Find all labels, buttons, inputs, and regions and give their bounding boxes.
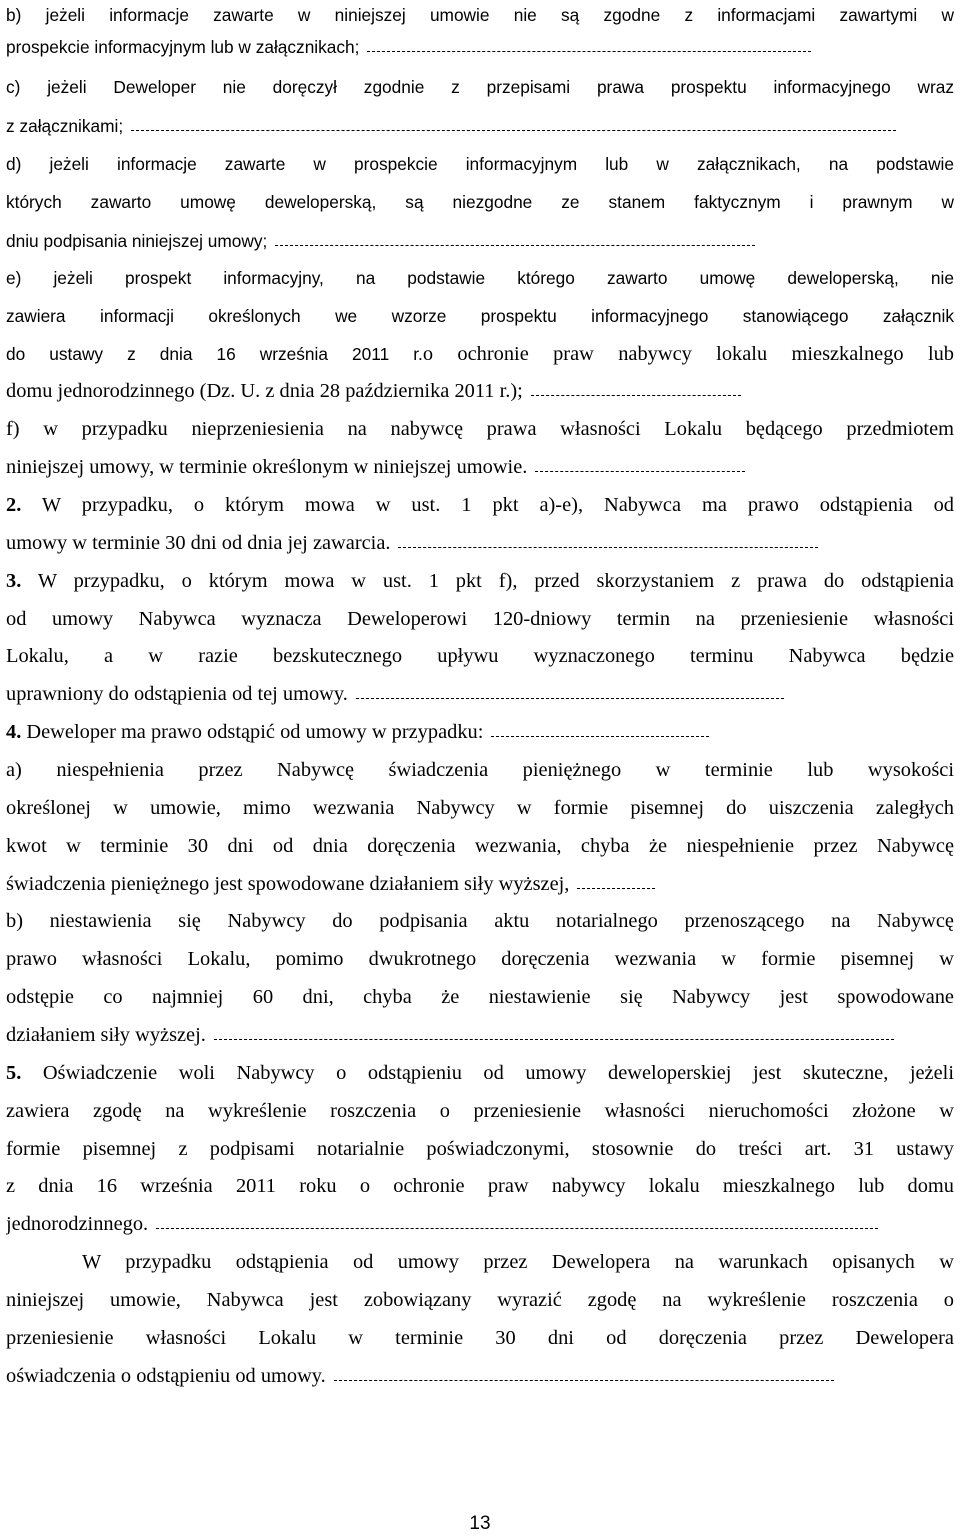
- fill-dash: [356, 698, 784, 699]
- text-line: niniejszej umowy, w terminie określonym w niniejszej umowie.: [6, 452, 954, 482]
- text-line: odstępie co najmniej 60 dni, chyba że niestawienie się Nabywcy jest spowodowane: [6, 986, 954, 1008]
- text-line: świadczenia pieniężnego jest spowodowane działaniem siły wyższej,: [6, 869, 954, 899]
- text-line: oświadczenia o odstąpieniu od umowy.: [6, 1361, 954, 1391]
- fill-dash: [535, 471, 745, 472]
- text-line: których zawarto umowę deweloperską, są niezgodne ze stanem faktycznym i prawnym w: [6, 192, 954, 212]
- text-line: 5. Oświadczenie woli Nabywcy o odstąpieniu od umowy deweloperskiej jest skuteczne, jeżeli: [6, 1062, 954, 1084]
- fill-dash: [491, 736, 709, 737]
- text-line: prospekcie informacyjnym lub w załącznikach;: [6, 32, 954, 62]
- text-line: 4. Deweloper ma prawo odstąpić od umowy w przypadku:: [6, 717, 954, 747]
- section-number: 3.: [6, 570, 22, 592]
- text-line: Lokalu, a w razie bezskutecznego upływu wyznaczonego terminu Nabywca będzie: [6, 645, 954, 667]
- fill-dash: [577, 888, 655, 889]
- text-line: uprawniony do odstąpienia od tej umowy.: [6, 679, 954, 709]
- text-line: kwot w terminie 30 dni od dnia doręczenia wezwania, chyba że niespełnienie przez Nabywcę: [6, 835, 954, 857]
- fill-dash: [156, 1228, 878, 1229]
- fill-dash: [275, 245, 755, 246]
- fill-dash: [367, 51, 811, 52]
- section-number: 4.: [6, 721, 22, 743]
- section-number: 2.: [6, 494, 22, 516]
- text-line: niniejszej umowie, Nabywca jest zobowiązany wyrazić zgodę na wykreślenie roszczenia o: [6, 1289, 954, 1311]
- text-line: W przypadku odstąpienia od umowy przez Dewelopera na warunkach opisanych w: [82, 1251, 954, 1273]
- text-line: dniu podpisania niniejszej umowy;: [6, 226, 954, 256]
- text-line: zawiera zgodę na wykreślenie roszczenia o przeniesienie własności nieruchomości złożone w: [6, 1100, 954, 1122]
- text-line: do ustawy z dnia 16 września 2011 r.o ochronie praw nabywcy lokalu mieszkalnego lub: [6, 343, 954, 365]
- text-line: od umowy Nabywca wyznacza Deweloperowi 120-dniowy termin na przeniesienie własności: [6, 608, 954, 630]
- section-number: 5.: [6, 1062, 22, 1084]
- fill-dash: [334, 1380, 834, 1381]
- text-line: z dnia 16 września 2011 roku o ochronie praw nabywcy lokalu mieszkalnego lub domu: [6, 1175, 954, 1197]
- text-line: d) jeżeli informacje zawarte w prospekcie informacyjnym lub w załącznikach, na podstawie: [6, 154, 954, 174]
- text-line: c) jeżeli Deweloper nie doręczył zgodnie z przepisami prawa prospektu informacyjnego wraz: [6, 77, 954, 97]
- fill-dash: [531, 395, 741, 396]
- text-line: umowy w terminie 30 dni od dnia jej zawarcia.: [6, 528, 954, 558]
- text-line: formie pisemnej z podpisami notarialnie poświadczonymi, stosownie do treści art. 31 ustawy: [6, 1138, 954, 1160]
- text-line: jednorodzinnego.: [6, 1209, 954, 1239]
- text-line: 3. W przypadku, o którym mowa w ust. 1 pkt f), przed skorzystaniem z prawa do odstąpienia: [6, 570, 954, 592]
- text-line: b) jeżeli informacje zawarte w niniejszej umowie nie są zgodne z informacjami zawartymi w: [6, 5, 954, 25]
- text-line: prawo własności Lokalu, pomimo dwukrotnego doręczenia wezwania w formie pisemnej w: [6, 948, 954, 970]
- text-line: f) w przypadku nieprzeniesienia na nabywcę prawa własności Lokalu będącego przedmiotem: [6, 418, 954, 440]
- text-line: przeniesienie własności Lokalu w terminie 30 dni od doręczenia przez Dewelopera: [6, 1327, 954, 1349]
- text-line: zawiera informacji określonych we wzorze prospektu informacyjnego stanowiącego załącznik: [6, 306, 954, 326]
- fill-dash: [131, 130, 896, 131]
- text-line: działaniem siły wyższej.: [6, 1020, 954, 1050]
- text-line: 2. W przypadku, o którym mowa w ust. 1 pkt a)-e), Nabywca ma prawo odstąpienia od: [6, 494, 954, 516]
- text-line: b) niestawienia się Nabywcy do podpisania aktu notarialnego przenoszącego na Nabywcę: [6, 910, 954, 932]
- page-number: 13: [469, 1513, 491, 1534]
- text-line: e) jeżeli prospekt informacyjny, na podstawie którego zawarto umowę deweloperską, nie: [6, 268, 954, 288]
- text-line: określonej w umowie, mimo wezwania Nabywcy w formie pisemnej do uiszczenia zaległych: [6, 797, 954, 819]
- fill-dash: [214, 1039, 894, 1040]
- text-line: z załącznikami;: [6, 111, 954, 141]
- fill-dash: [398, 547, 818, 548]
- text-line: a) niespełnienia przez Nabywcę świadczenia pieniężnego w terminie lub wysokości: [6, 759, 954, 781]
- text-line: domu jednorodzinnego (Dz. U. z dnia 28 października 2011 r.);: [6, 376, 954, 406]
